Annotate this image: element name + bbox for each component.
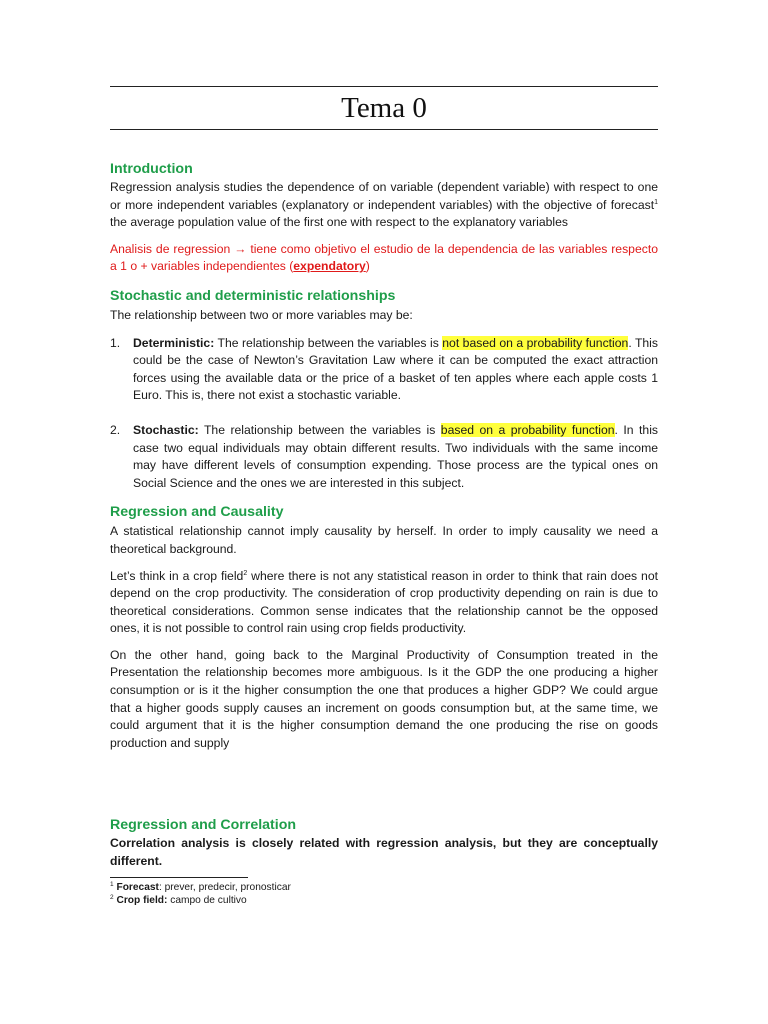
footnote-2: $^2$ Crop field: campo de cultivo [110, 894, 247, 907]
footnote-ref-1: 1 [654, 198, 658, 206]
title-top-rule [110, 86, 658, 87]
section-heading-correlation: Regression and Correlation [110, 817, 297, 834]
intro-paragraph: Regression analysis studies the dependence of on variable (dependent variable) with respect to one or more independent variables (explanatory or independent variables) with the objective of forecast$^1$ the average population value of the first one with respect to the explanatory variables [110, 180, 658, 230]
section-heading-causality: Regression and Causality [110, 504, 284, 521]
footnote-1: $^1$ Forecast: prever, predecir, pronosticar [110, 880, 291, 893]
document-page [110, 86, 658, 908]
document-title: Tema 0 [341, 92, 427, 124]
footnote-ref-2: 2 [243, 569, 248, 577]
list-item-deterministic: 1. Deterministic: The relationship between the variables is not based on a probability function. This could be the case of Newton’s Gravitation Law where it can be computed the exact attraction forces using the available data or the price of a basket of ten apples where each apple costs 1 Euro. This is, there not exist a stochastic variable. [110, 335, 658, 403]
correlation-paragraph: Correlation analysis is closely related with regression analysis, but they are conceptually different. [110, 836, 658, 869]
title-bottom-rule [110, 129, 658, 130]
list-item-stochastic: 2. Stochastic: The relationship between the variables is based on a probability function. In this case two equal individuals may obtain different results. Two individuals with the same income may have different levels of consumption expending. Those process are the typical ones on Social Science and the ones we are interested in this subject. [110, 422, 658, 490]
relationship-list [110, 335, 658, 493]
causality-paragraph-2: Let’s think in a crop field$^2$ where there is not any statistical reason in order to think that rain does not depend on the crop productivity. The consideration of crop productivity depending on rain is due to theoretical considerations. Common sense indicates that the relationship cannot be the opposed ones, it is not possible to control rain using crop fields productivity. [110, 568, 658, 636]
underlined-term: expendatory [293, 259, 366, 274]
intro-spanish-note: Analisis de regression → tiene como objetivo el estudio de la dependencia de las variables respecto a 1 o + variables independientes (expendatory) [110, 241, 658, 274]
section-heading-stochastic: Stochastic and deterministic relationships [110, 287, 396, 304]
highlight-probability: based on a probability function [440, 422, 615, 437]
stochastic-lead: The relationship between two or more variables may be: [110, 307, 413, 322]
causality-paragraph-3: On the other hand, going back to the Marginal Productivity of Consumption treated in the Presentation the relationship becomes more ambiguous. Is it the GDP the one producing a higher consumption or is it the higher consumption the one that produces a higher GDP? We could argue that a higher goods supply causes an increment on goods consumption but, at the same time, we could argument that it is the higher consumption demand the one producing the rise on goods production and supply [110, 647, 658, 750]
highlight-not-probability: not based on a probability function [442, 335, 629, 350]
footnote-separator [110, 877, 248, 878]
causality-paragraph-1: A statistical relationship cannot imply causality by herself. In order to imply causality we need a theoretical background. [110, 524, 658, 556]
section-heading-introduction: Introduction [110, 161, 193, 177]
